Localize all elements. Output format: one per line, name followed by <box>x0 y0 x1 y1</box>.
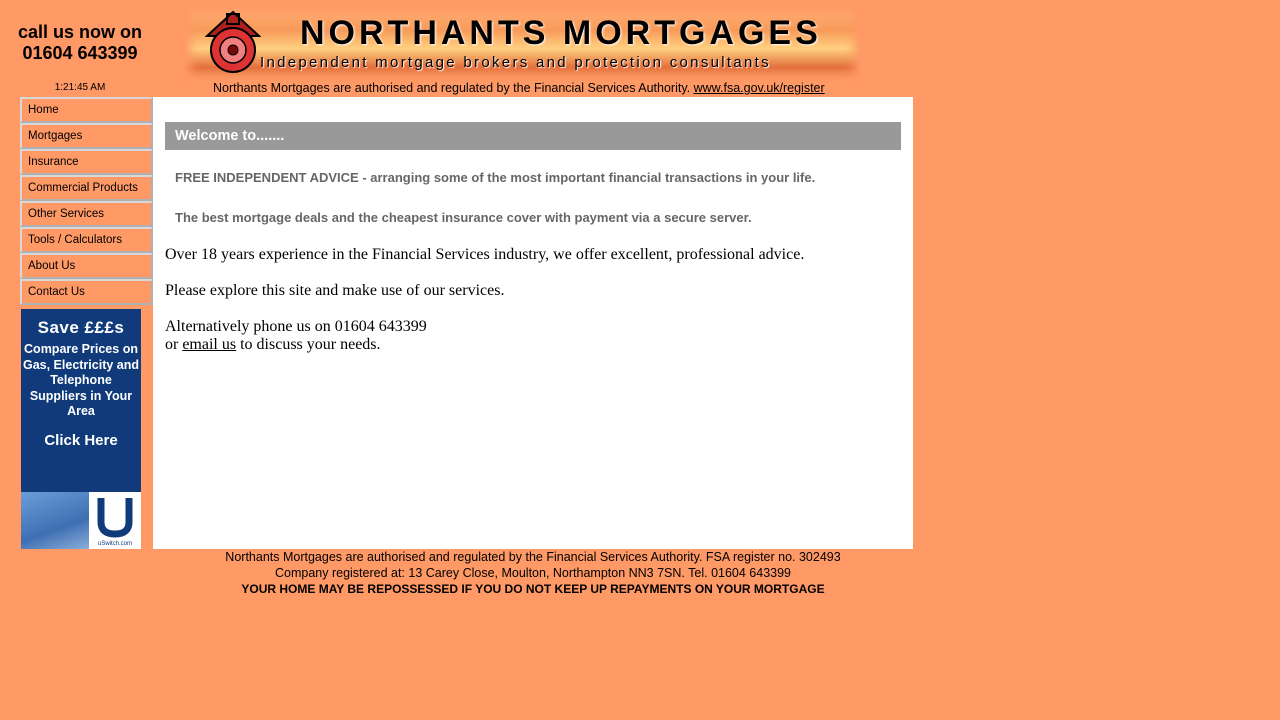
fsa-text: Northants Mortgages are authorised and regulated by the Financial Services Authority. <box>213 81 691 95</box>
highlight-best-deals: The best mortgage deals and the cheapest insurance cover with payment via a secure server. <box>175 210 752 225</box>
nav-item-insurance[interactable]: Insurance <box>20 149 153 175</box>
phone-text: Alternatively phone us on 01604 643399 <box>165 318 427 335</box>
uswitch-logo-icon <box>89 492 141 549</box>
nav-item-other-services[interactable]: Other Services <box>20 201 153 227</box>
call-us-label: call us now on <box>17 22 142 42</box>
site-banner[interactable] <box>185 8 860 82</box>
clock: 1:21:45 AM <box>54 82 106 93</box>
email-us-link[interactable]: email us <box>182 336 237 353</box>
ad-sky-image <box>21 492 141 549</box>
intro-paragraph: Over 18 years experience in the Financial Services industry, we offer excellent, professional advice. <box>165 246 805 263</box>
main-content <box>153 97 913 549</box>
footer-fsa-line: Northants Mortgages are authorised and regulated by the Financial Services Authority. FSA register no. 302493 <box>225 550 841 564</box>
contact-paragraph <box>165 318 427 354</box>
nav-item-commercial-products[interactable]: Commercial Products <box>20 175 153 201</box>
phone-number: 01604 643399 <box>22 43 138 63</box>
or-text: or <box>165 336 179 353</box>
ad-body: Compare Prices on Gas, Electricity and Telephone Suppliers in Your Area <box>22 342 140 418</box>
ad-click-here[interactable]: Click Here <box>44 431 118 449</box>
call-us-block <box>10 22 150 64</box>
sidebar-nav <box>20 97 153 305</box>
ad-brand: uSwitch.com <box>97 541 132 547</box>
ad-headline: Save £££s <box>37 318 125 337</box>
footer <box>153 549 913 597</box>
footer-address-line: Company registered at: 13 Carey Close, Moulton, Northampton NN3 7SN. Tel. 01604 643399 <box>274 566 792 580</box>
house-rose-logo-icon <box>205 10 261 74</box>
discuss-text: to discuss your needs. <box>240 336 381 353</box>
nav-item-home[interactable]: Home <box>20 97 153 123</box>
uswitch-ad-banner[interactable] <box>21 309 141 549</box>
nav-item-contact-us[interactable]: Contact Us <box>20 279 153 305</box>
fsa-register-link[interactable]: www.fsa.gov.uk/register <box>693 81 825 95</box>
uswitch-u-icon <box>89 492 141 540</box>
nav-item-tools-calculators[interactable]: Tools / Calculators <box>20 227 153 253</box>
banner-title: NORTHANTS MORTGAGES <box>300 14 822 52</box>
nav-item-about-us[interactable]: About Us <box>20 253 153 279</box>
nav-item-mortgages[interactable]: Mortgages <box>20 123 153 149</box>
footer-warning: YOUR HOME MAY BE REPOSSESSED IF YOU DO NOT KEEP UP REPAYMENTS ON YOUR MORTGAGE <box>241 582 825 596</box>
banner-subtitle: Independent mortgage brokers and protection consultants <box>260 54 771 71</box>
fsa-notice <box>213 81 825 95</box>
highlight-free-advice: FREE INDEPENDENT ADVICE - arranging some of the most important financial transactions in your life. <box>175 170 816 185</box>
welcome-heading: Welcome to....... <box>165 122 901 150</box>
explore-paragraph: Please explore this site and make use of our services. <box>165 282 505 299</box>
